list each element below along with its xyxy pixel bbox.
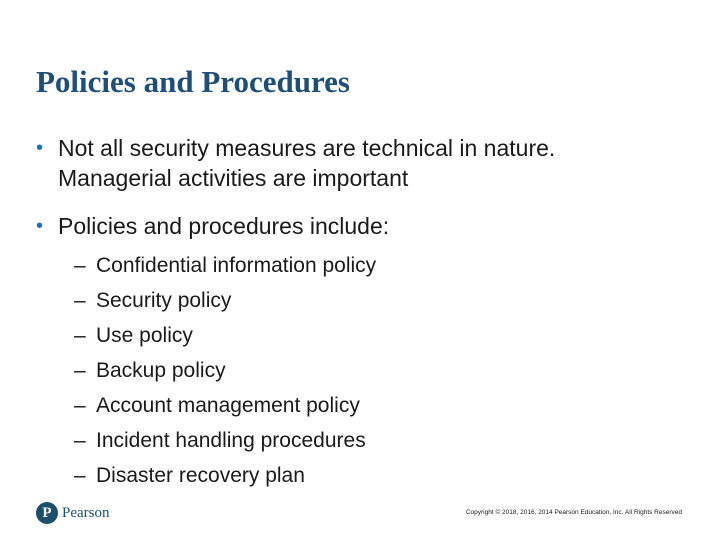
sub-bullet-item bbox=[74, 458, 376, 493]
dash-marker: – bbox=[74, 394, 86, 417]
bullet-item bbox=[36, 211, 676, 241]
copyright-notice: Copyright © 2018, 2016, 2014 Pearson Education, Inc. All Rights Reserved bbox=[465, 509, 682, 516]
sub-bullet-text: Backup policy bbox=[96, 359, 226, 382]
sub-bullet-text: Incident handling procedures bbox=[96, 429, 366, 452]
sub-bullet-item bbox=[74, 353, 376, 388]
pearson-logo-icon: P bbox=[36, 502, 58, 524]
bullet-line: Policies and procedures include: bbox=[58, 213, 390, 239]
bullet-item bbox=[36, 133, 676, 193]
bullet-marker: • bbox=[36, 215, 44, 237]
slide-title: Policies and Procedures bbox=[36, 64, 350, 99]
bullet-marker: • bbox=[36, 137, 44, 159]
dash-marker: – bbox=[74, 359, 86, 382]
sub-bullet-item bbox=[74, 423, 376, 458]
dash-marker: – bbox=[74, 289, 86, 312]
sub-bullet-text: Security policy bbox=[96, 289, 232, 312]
sub-bullet-item bbox=[74, 283, 376, 318]
sub-bullet-item bbox=[74, 318, 376, 353]
dash-marker: – bbox=[74, 254, 86, 277]
bullet-line: Managerial activities are important bbox=[58, 165, 409, 191]
sub-bullet-item bbox=[74, 248, 376, 283]
sub-bullet-item bbox=[74, 388, 376, 423]
dash-marker: – bbox=[74, 324, 86, 347]
sub-bullet-text: Disaster recovery plan bbox=[96, 464, 305, 487]
sub-bullet-text: Account management policy bbox=[96, 394, 360, 417]
pearson-logo-text: Pearson bbox=[62, 504, 110, 521]
dash-marker: – bbox=[74, 464, 86, 487]
dash-marker: – bbox=[74, 429, 86, 452]
sub-bullet-list bbox=[74, 248, 376, 493]
pearson-logo bbox=[36, 501, 110, 525]
bullet-line: Not all security measures are technical in nature. bbox=[58, 135, 556, 161]
sub-bullet-text: Confidential information policy bbox=[96, 254, 377, 277]
sub-bullet-text: Use policy bbox=[96, 324, 193, 347]
